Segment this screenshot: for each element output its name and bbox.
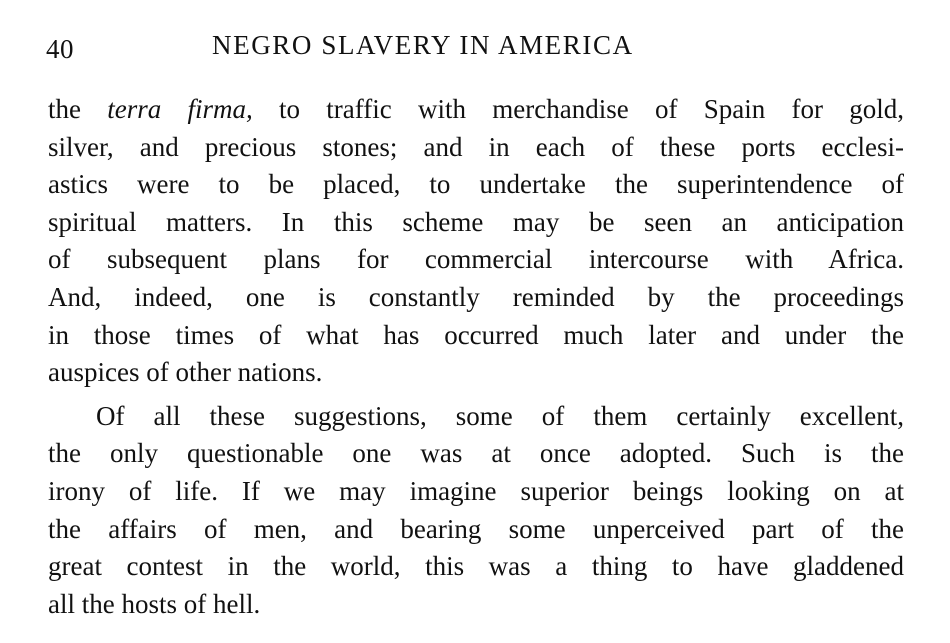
text-line: great contest in the world, this was a thing to have gladdened xyxy=(48,551,904,582)
text-line: in those times of what has occurred much later and under the xyxy=(48,319,904,350)
text-line: And, indeed, one is constantly reminded by the proceedings xyxy=(48,281,904,312)
text-line: auspices of other nations. xyxy=(48,357,323,388)
text-line: all the hosts of hell. xyxy=(48,588,261,619)
paragraph-1 xyxy=(48,91,904,392)
text-line: of subsequent plans for commercial intercourse with Africa. xyxy=(48,244,904,275)
page-number: 40 xyxy=(46,34,74,64)
page-header xyxy=(46,30,904,70)
text-line: the affairs of men, and bearing some unperceived part of the xyxy=(48,513,904,544)
italic-phrase: terra firma, xyxy=(107,94,253,124)
text-line: Of all these suggestions, some of them certainly excellent, xyxy=(96,400,904,431)
text-line: astics were to be placed, to undertake the superintendence of xyxy=(48,169,904,200)
running-head: NEGRO SLAVERY IN AMERICA xyxy=(212,30,634,60)
text-line: spiritual matters. In this scheme may be seen an anticipation xyxy=(48,206,904,237)
paragraph-2 xyxy=(48,398,904,624)
text-line: silver, and precious stones; and in each of these ports ecclesi- xyxy=(48,131,904,162)
text-line: irony of life. If we may imagine superior beings looking on at xyxy=(48,475,904,506)
text-line: the terra firma, to traffic with merchandise of Spain for gold, xyxy=(48,94,904,124)
text-line: the only questionable one was at once adopted. Such is the xyxy=(48,438,904,469)
body-text xyxy=(48,91,904,623)
